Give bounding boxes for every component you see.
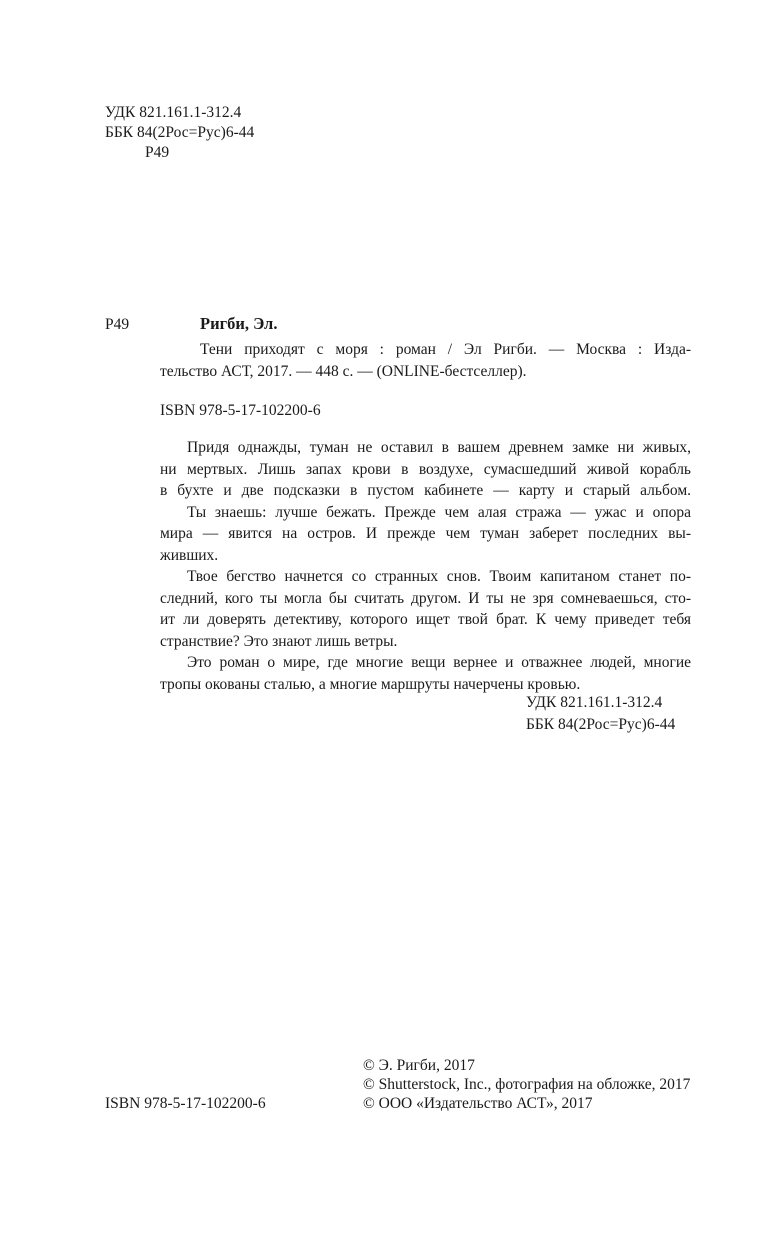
copyright-notices — [363, 1056, 690, 1113]
annotation-line: ит ли доверять детективу, которого ищет твой брат. К чему приведет тебя — [160, 611, 691, 628]
annotation-line: странствие? Это знают лишь ветры. — [160, 632, 398, 650]
annotation-paragraph — [160, 502, 691, 567]
annotation-line: тропы окованы сталью, а многие маршруты начерчены кровью. — [160, 675, 581, 693]
annotation-line: Ты знаешь: лучше бежать. Прежде чем алая стража — ужас и опора — [187, 503, 691, 521]
isbn-footer: ISBN 978-5-17-102200-6 — [105, 1095, 266, 1112]
bibliographic-description — [160, 339, 691, 383]
annotation-paragraph — [160, 437, 691, 502]
annotation-line: следний, кого ты могла бы считать другом. И ты не зря сомневаешься, сто- — [160, 589, 691, 607]
annotation-line: Твое бегство начнется со странных снов. Твоим капитаном станет по- — [187, 568, 691, 585]
biblio-line: тельство АСТ, 2017. — 448 с. — (ONLINE-бестселлер). — [160, 363, 527, 380]
copyright-line: © Э. Ригби, 2017 — [363, 1057, 475, 1074]
annotation-paragraph — [160, 652, 691, 695]
classification-block-bottom — [526, 692, 675, 736]
isbn: ISBN 978-5-17-102200-6 — [160, 402, 321, 419]
annotation-paragraph — [160, 566, 691, 652]
bbk-code: ББК 84(2Рос=Рус)6-44 — [105, 124, 255, 141]
udk-code: УДК 821.161.1-312.4 — [105, 104, 242, 121]
copyright-line: © ООО «Издательство АСТ», 2017 — [363, 1095, 593, 1112]
annotation — [160, 437, 691, 695]
annotation-line: мира — явится на остров. И прежде чем туман заберет последних вы- — [160, 525, 691, 542]
biblio-line: Тени приходят с моря : роман / Эл Ригби. — Москва : Изда- — [200, 341, 691, 358]
annotation-line: Придя однажды, туман не оставил в вашем древнем замке ни живых, — [187, 439, 691, 456]
author-mark: Р49 — [145, 144, 170, 161]
annotation-line: в бухте и две подсказки в пустом кабинете — карту и старый альбом. — [160, 482, 691, 499]
bbk-code: ББК 84(2Рос=Рус)6-44 — [526, 716, 676, 733]
entry-author-mark: Р49 — [105, 316, 130, 333]
annotation-line: Это роман о мире, где многие вещи вернее и отважнее людей, многие — [187, 654, 691, 671]
udk-code: УДК 821.161.1-312.4 — [526, 694, 663, 711]
annotation-line: живших. — [160, 546, 219, 564]
copyright-line: © Shutterstock, Inc., фотография на обложке, 2017 — [363, 1076, 691, 1093]
annotation-line: ни мертвых. Лишь запах крови в воздухе, сумасшедший живой корабль — [160, 460, 691, 478]
classification-block-top — [105, 104, 254, 164]
author-name: Ригби, Эл. — [200, 314, 278, 333]
